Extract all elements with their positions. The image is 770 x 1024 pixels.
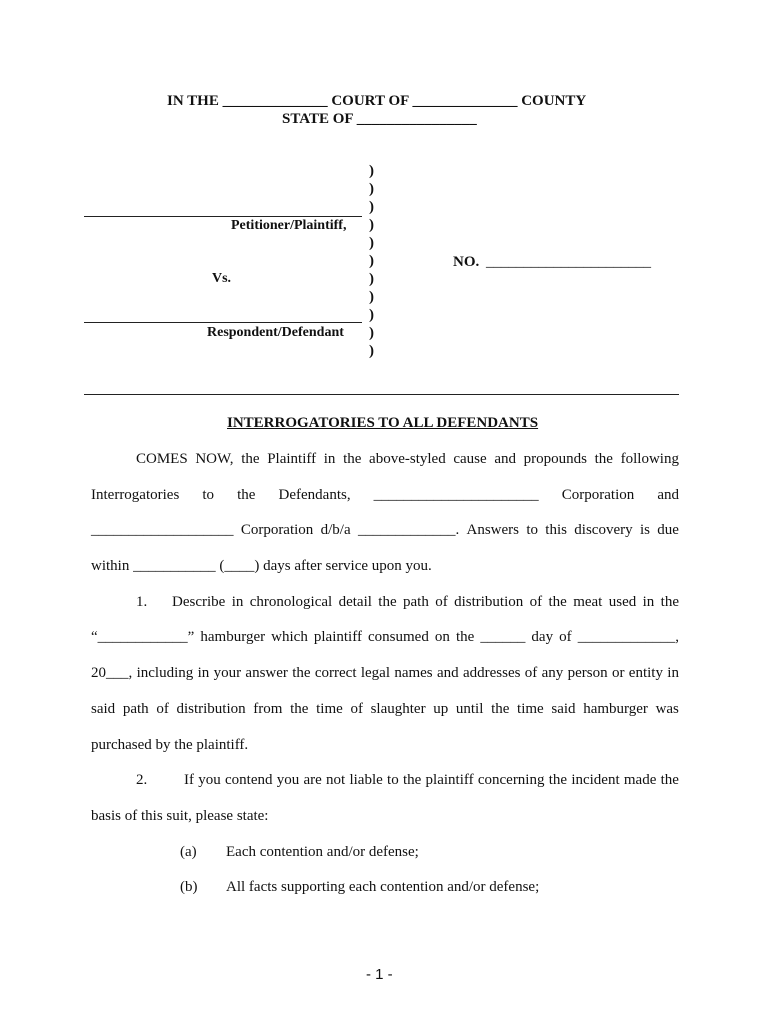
versus-label: Vs.: [212, 271, 232, 286]
word: time: [316, 701, 343, 717]
caption-paren: ): [369, 325, 374, 341]
word: is: [639, 522, 650, 538]
word: addresses: [462, 665, 521, 681]
petitioner-label: Petitioner/Plaintiff,: [231, 218, 347, 233]
caption-paren: ): [369, 199, 374, 215]
word: chronological: [249, 594, 333, 610]
word: and: [436, 665, 459, 681]
word: ______: [480, 629, 526, 645]
word: the: [660, 772, 679, 788]
item2-sub-a-label: (a): [180, 844, 197, 860]
word: hamburger: [200, 629, 266, 645]
word: consumed: [368, 629, 429, 645]
word: path: [122, 701, 149, 717]
item1-line-5: purchased by the plaintiff.: [91, 737, 249, 753]
word: day: [531, 629, 554, 645]
intro-line-2: [91, 487, 679, 504]
word: the: [548, 594, 567, 610]
word: hamburger: [583, 701, 648, 717]
word: legal: [360, 665, 390, 681]
word: 20___,: [91, 665, 133, 681]
intro-line-4: within ___________ (____) days after service upon you.: [91, 558, 432, 574]
word: discovery: [574, 522, 633, 538]
item1-line-4: [91, 701, 679, 718]
word: Describe: [172, 594, 226, 610]
word: of: [435, 594, 448, 610]
word: you: [276, 772, 300, 788]
word: in: [197, 665, 210, 681]
word: answer: [245, 665, 288, 681]
word: in: [667, 665, 679, 681]
word: of: [559, 629, 572, 645]
word: including: [136, 665, 194, 681]
word: the: [491, 701, 510, 717]
word: plaintiff: [425, 772, 474, 788]
word: this: [545, 522, 567, 538]
word: concerning: [477, 772, 545, 788]
word: said: [91, 701, 116, 717]
word: the: [660, 594, 679, 610]
word: the: [548, 772, 568, 788]
word: _____________,: [577, 629, 679, 645]
caption-paren: ): [369, 271, 374, 287]
word: Corporation: [240, 522, 314, 538]
caption-paren: ): [369, 289, 374, 305]
word: was: [655, 701, 679, 717]
respondent-label: Respondent/Defendant: [207, 325, 344, 340]
item2-sub-b-text: All facts supporting each contention and/or defense;: [226, 879, 540, 895]
word: Interrogatories: [91, 487, 180, 503]
caption-paren: ): [369, 307, 374, 323]
word: meat: [573, 594, 603, 610]
word: to: [387, 772, 399, 788]
item2-sub-b-label: (b): [180, 879, 198, 895]
word: d/b/a: [320, 522, 351, 538]
word: and: [657, 487, 679, 503]
word: of: [524, 665, 538, 681]
word: _____________.: [357, 522, 460, 538]
word: COMES: [136, 451, 188, 467]
item2-line-1: [184, 772, 679, 789]
page-number: - 1 -: [366, 966, 393, 983]
word: said: [551, 701, 576, 717]
word: Answers: [466, 522, 519, 538]
case-number-blank: ______________________: [486, 254, 651, 270]
word: in: [642, 594, 655, 610]
item2-sub-a-text: Each contention and/or defense;: [226, 844, 419, 860]
word: not: [326, 772, 346, 788]
word: of: [156, 701, 169, 717]
word: are: [303, 772, 322, 788]
word: If: [184, 772, 194, 788]
caption-divider: [84, 394, 679, 395]
word: time: [517, 701, 544, 717]
word: incident: [571, 772, 620, 788]
word: Corporation: [561, 487, 635, 503]
word: distribution: [454, 594, 524, 610]
word: in: [231, 594, 244, 610]
word: contend: [225, 772, 273, 788]
word: detail: [338, 594, 372, 610]
word: which: [271, 629, 308, 645]
word: correct: [314, 665, 357, 681]
word: the: [237, 487, 256, 503]
caption-paren: ): [369, 217, 374, 233]
caption-paren: ): [369, 181, 374, 197]
word: to: [202, 487, 215, 503]
word: until: [455, 701, 484, 717]
document-title: INTERROGATORIES TO ALL DEFENDANTS: [227, 415, 539, 431]
word: above-styled: [369, 451, 446, 467]
word: the: [292, 665, 311, 681]
word: the: [290, 701, 309, 717]
word: your: [213, 665, 242, 681]
word: ___________________: [91, 522, 234, 538]
respondent-name-line: [84, 322, 362, 323]
word: any: [541, 665, 564, 681]
word: the: [343, 451, 362, 467]
word: the: [594, 451, 613, 467]
word: entity: [628, 665, 663, 681]
word: on: [434, 629, 450, 645]
word: due: [657, 522, 679, 538]
word: of: [350, 701, 363, 717]
item2-number: 2.: [136, 772, 148, 788]
word: the: [455, 629, 475, 645]
item1-line-1: [172, 594, 679, 611]
word: or: [611, 665, 625, 681]
word: plaintiff: [313, 629, 362, 645]
item2-line-2: basis of this suit, please state:: [91, 808, 269, 824]
item1-number: 1.: [136, 594, 148, 610]
word: the: [378, 594, 397, 610]
caption-paren: ): [369, 343, 374, 359]
word: made: [623, 772, 657, 788]
word: up: [433, 701, 449, 717]
caption-paren: ): [369, 235, 374, 251]
item1-line-3: [91, 665, 679, 682]
word: and: [494, 451, 516, 467]
state-line: STATE OF ________________: [282, 111, 477, 127]
word: from: [253, 701, 283, 717]
word: Plaintiff: [267, 451, 317, 467]
word: liable: [349, 772, 383, 788]
word: Defendants,: [278, 487, 351, 503]
intro-line-1: [136, 451, 679, 468]
petitioner-name-line: [84, 216, 362, 217]
item1-line-2: [91, 629, 679, 646]
word: person: [567, 665, 608, 681]
court-line: IN THE ______________ COURT OF ______________ COUNTY: [167, 93, 587, 109]
word: slaughter: [370, 701, 426, 717]
word: the: [402, 772, 422, 788]
word: in: [323, 451, 336, 467]
intro-line-3: [91, 522, 679, 539]
word: distribution: [176, 701, 246, 717]
word: cause: [453, 451, 487, 467]
word: ______________________: [373, 487, 539, 503]
word: names: [394, 665, 433, 681]
word: path: [403, 594, 429, 610]
word: following: [620, 451, 679, 467]
word: “____________”: [91, 629, 195, 645]
word: the: [241, 451, 260, 467]
word: propounds: [523, 451, 587, 467]
word: NOW,: [195, 451, 234, 467]
word: to: [526, 522, 538, 538]
word: you: [198, 772, 221, 788]
word: of: [529, 594, 543, 610]
caption-paren: ): [369, 253, 374, 269]
caption-paren: ): [369, 163, 374, 179]
case-number-label: NO.: [453, 254, 480, 270]
word: used: [608, 594, 637, 610]
